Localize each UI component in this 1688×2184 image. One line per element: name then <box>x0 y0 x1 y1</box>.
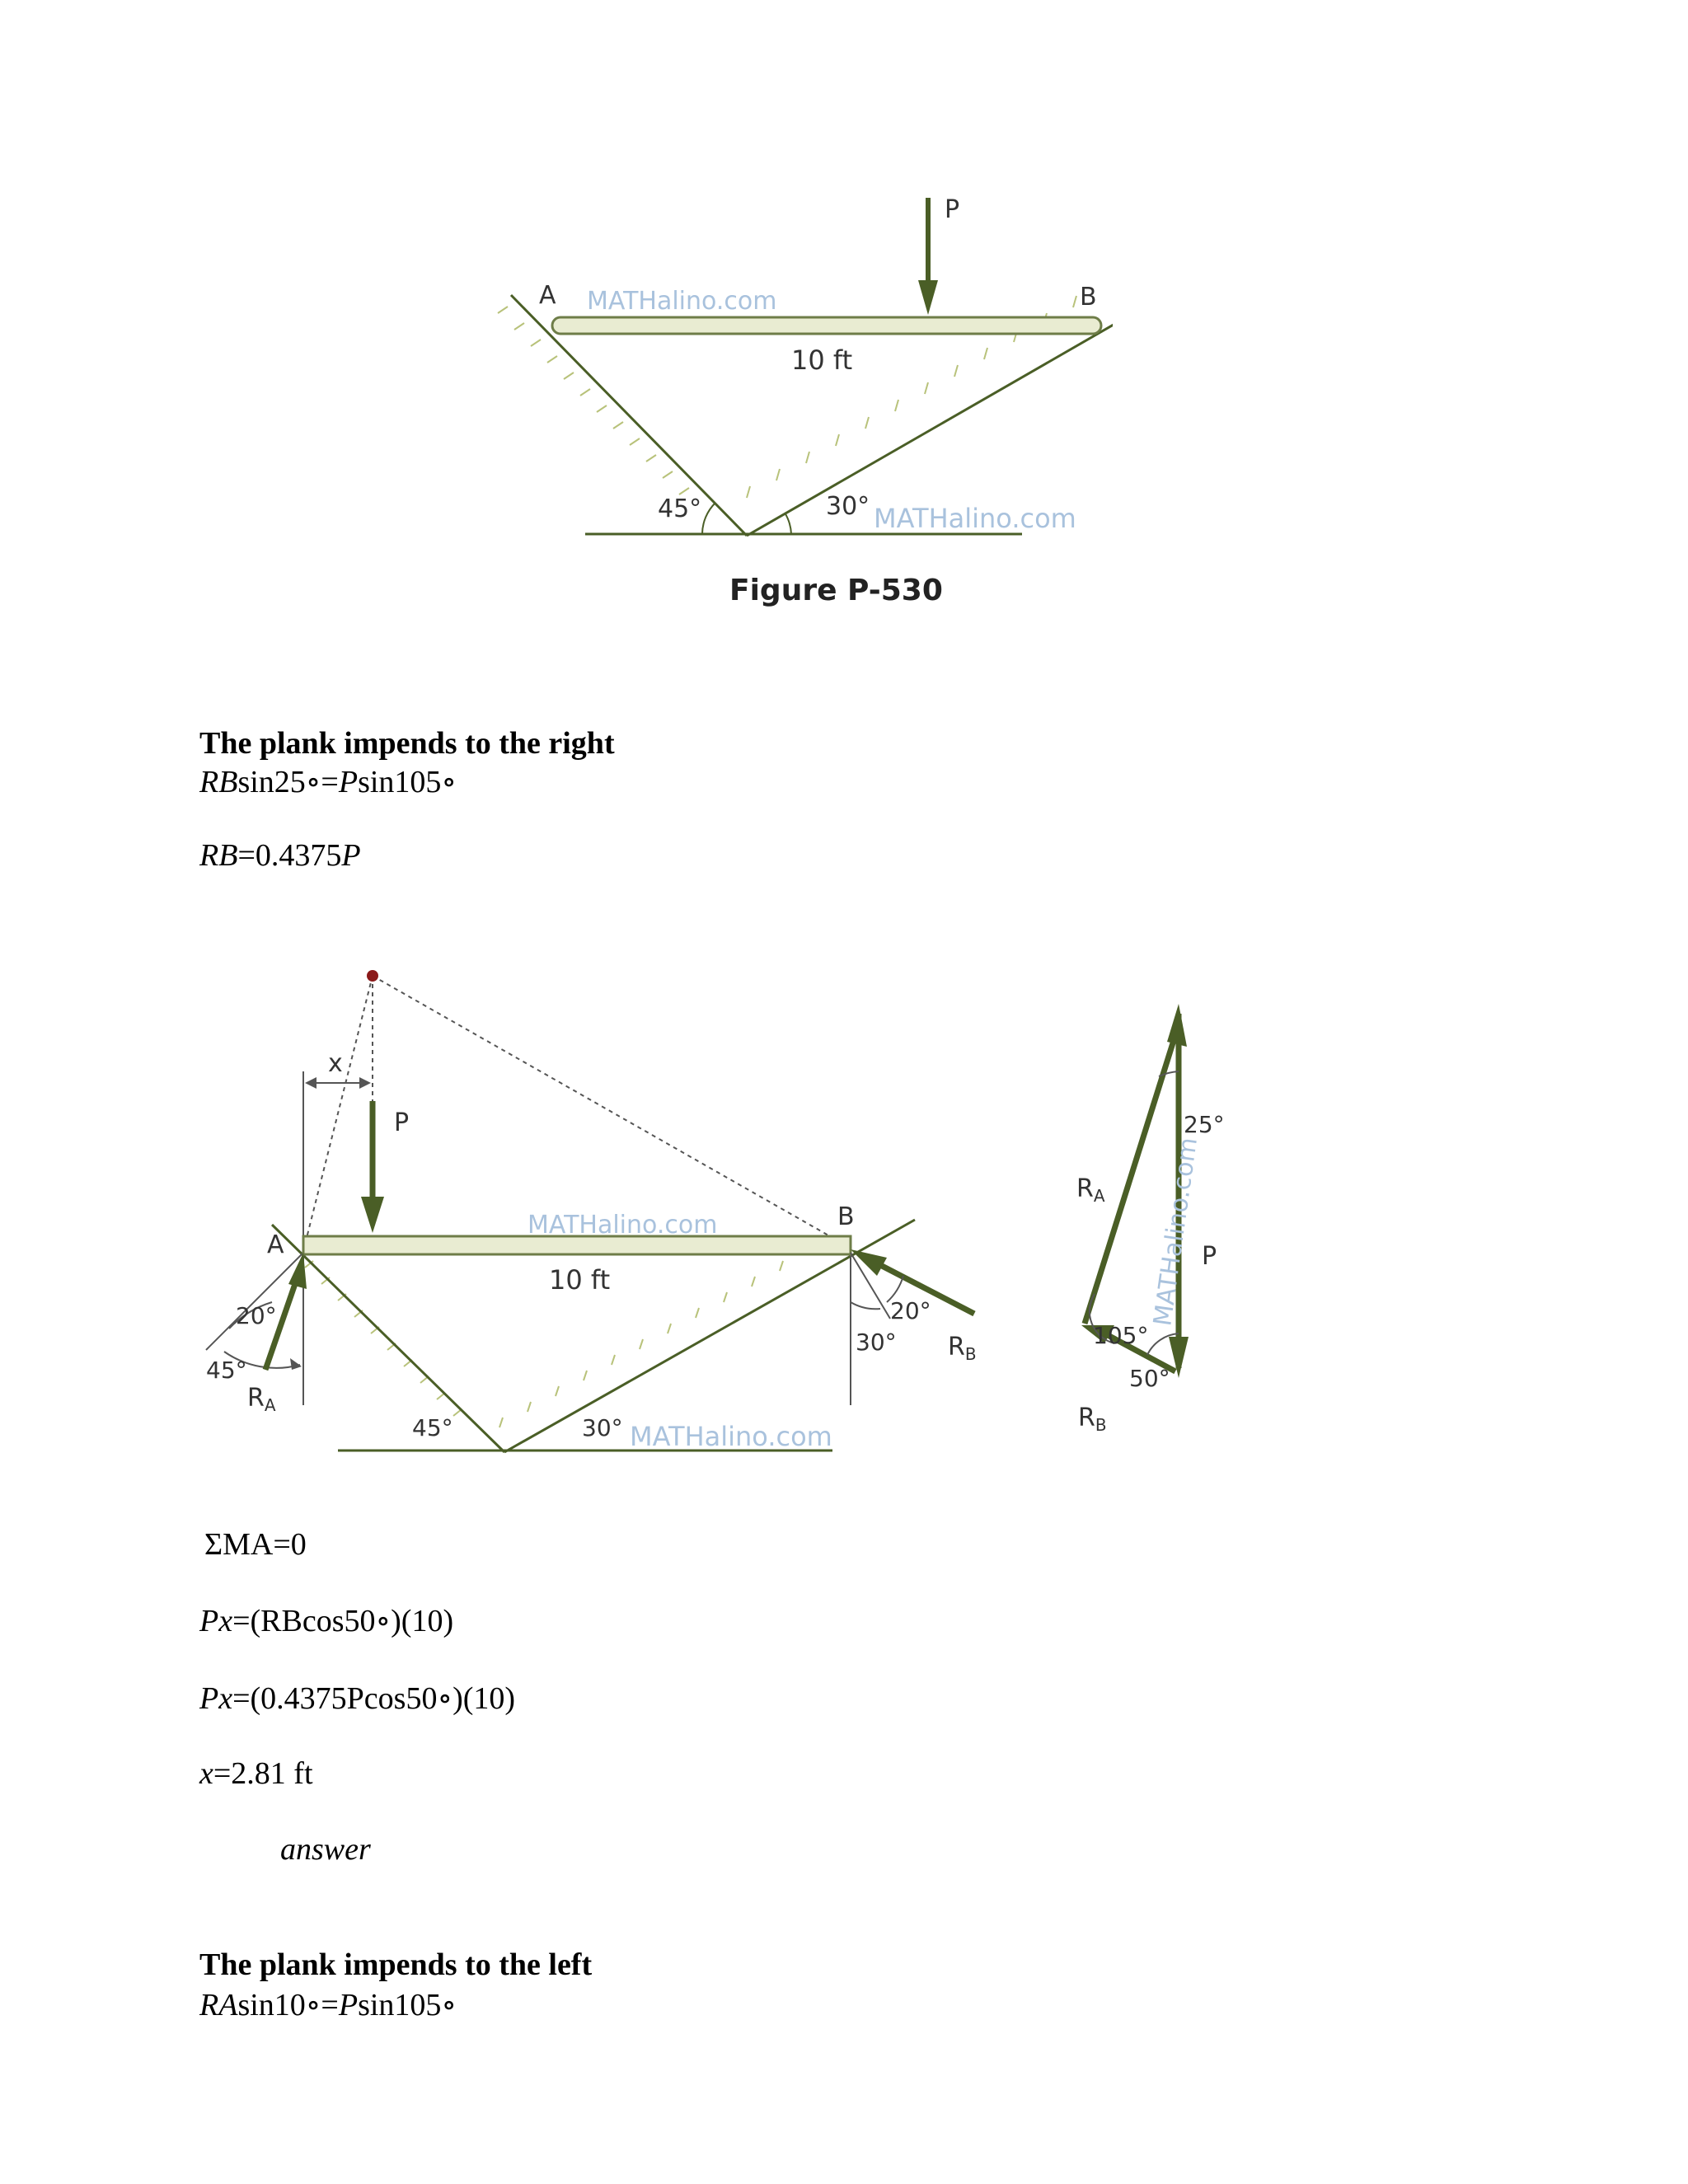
tri-label-25: 25° <box>1184 1111 1225 1138</box>
equation-rb-sin: RBsin25∘=Psin105∘ <box>199 765 457 799</box>
tri-watermark: MATHalino.com <box>1148 1136 1203 1329</box>
angle-arc-30 <box>785 513 791 534</box>
label-angle-20-right: 20° <box>890 1297 931 1324</box>
tri-label-p: P <box>1202 1242 1217 1271</box>
intersection-point <box>367 970 378 982</box>
watermark-fig2-bottom: MATHalino.com <box>630 1421 832 1452</box>
dim-x-arrow-left <box>305 1077 316 1089</box>
dotted-line-pt-to-b <box>373 976 847 1246</box>
plank <box>552 317 1101 334</box>
equation-x-value <box>199 1755 313 1792</box>
force-triangle <box>1076 1004 1225 1435</box>
label-p: P <box>945 195 960 224</box>
eq-sin25: sin25∘ <box>237 765 321 799</box>
label-p-2: P <box>394 1108 410 1137</box>
dotted-line-a-to-pt <box>303 976 373 1251</box>
watermark-fig2-top: MATHalino.com <box>528 1211 718 1240</box>
figure-caption: Figure P-530 <box>729 574 943 607</box>
tri-label-105: 105° <box>1093 1322 1149 1349</box>
eq-x-var: x <box>199 1756 213 1791</box>
equation-sum-moments: ΣMA=0 <box>204 1527 307 1562</box>
label-length: 10 ft <box>791 344 853 376</box>
arc-30-right <box>851 1302 880 1309</box>
equation-ra-sin: RAsin10∘=Psin105∘ <box>199 1988 457 2022</box>
equation-rb-value: RB=0.4375P <box>199 838 361 873</box>
eq-rb-lhs: RB <box>199 838 238 873</box>
tri-label-ra: $R_A$ <box>1076 1174 1105 1206</box>
figure-free-body <box>190 956 1261 1483</box>
eq-rb-var: P <box>341 838 361 873</box>
answer-label: answer <box>280 1832 371 1867</box>
eq-sin10: sin10∘ <box>237 1988 321 2022</box>
label-angle-45: 45° <box>658 494 702 523</box>
eq-rb: RB <box>199 765 238 799</box>
eq-ra: RA <box>199 1988 238 2022</box>
watermark-bottom: MATHalino.com <box>874 503 1076 534</box>
label-b-2: B <box>837 1202 855 1231</box>
watermark-top: MATHalino.com <box>587 287 777 316</box>
tri-label-50: 50° <box>1129 1365 1170 1392</box>
eq-sin105: sin105∘ <box>358 765 457 799</box>
heading-impends-right: The plank impends to the right <box>199 726 615 761</box>
label-rb: $R_B$ <box>948 1333 977 1364</box>
equation-px-1: Px=(RBcos50∘)(10) <box>199 1604 454 1638</box>
load-p-arrowhead <box>918 280 938 315</box>
eq-px-2-lhs: Px <box>199 1681 233 1716</box>
label-angle-30: 30° <box>826 492 870 521</box>
hatch-left <box>305 1261 462 1416</box>
arc-45-arrowhead <box>290 1358 302 1370</box>
eq-x-val: =2.81 ft <box>213 1756 313 1791</box>
eq-p: P <box>338 765 359 799</box>
dim-x-arrow-right <box>359 1077 371 1089</box>
label-length-2: 10 ft <box>549 1264 611 1296</box>
heading-impends-left: The plank impends to the left <box>199 1947 593 1982</box>
label-b: B <box>1080 283 1097 312</box>
label-a: A <box>539 281 556 310</box>
label-angle-30-bottom: 30° <box>582 1414 623 1441</box>
label-angle-20-left: 20° <box>236 1302 277 1329</box>
label-angle-45-left: 45° <box>206 1357 247 1384</box>
hatch-right <box>499 1245 811 1427</box>
eq-sin105-3: sin105∘ <box>358 1988 457 2022</box>
label-ra: $R_A$ <box>247 1384 276 1415</box>
figure-p530 <box>486 190 1113 635</box>
eq-rb-val: 0.4375 <box>255 838 342 873</box>
tri-label-rb: $R_B$ <box>1078 1404 1107 1435</box>
eq-px-2-rhs: (0.4375Pcos50∘)(10) <box>250 1681 516 1716</box>
equation-px-2: Px=(0.4375Pcos50∘)(10) <box>199 1681 516 1716</box>
eq-px-1-lhs: Px <box>199 1604 233 1638</box>
label-angle-45-bottom: 45° <box>412 1414 453 1441</box>
load-p-arrowhead-2 <box>361 1197 384 1233</box>
label-a-2: A <box>267 1230 284 1259</box>
left-incline-2 <box>272 1225 504 1452</box>
tri-ra-arrowhead <box>1167 1004 1187 1047</box>
label-x: x <box>328 1049 343 1078</box>
angle-arc-45 <box>702 503 715 534</box>
eq-px-1-rhs: (RBcos50∘)(10) <box>250 1604 454 1638</box>
label-angle-30-right: 30° <box>856 1329 897 1356</box>
eq-p-3: P <box>338 1988 359 2022</box>
